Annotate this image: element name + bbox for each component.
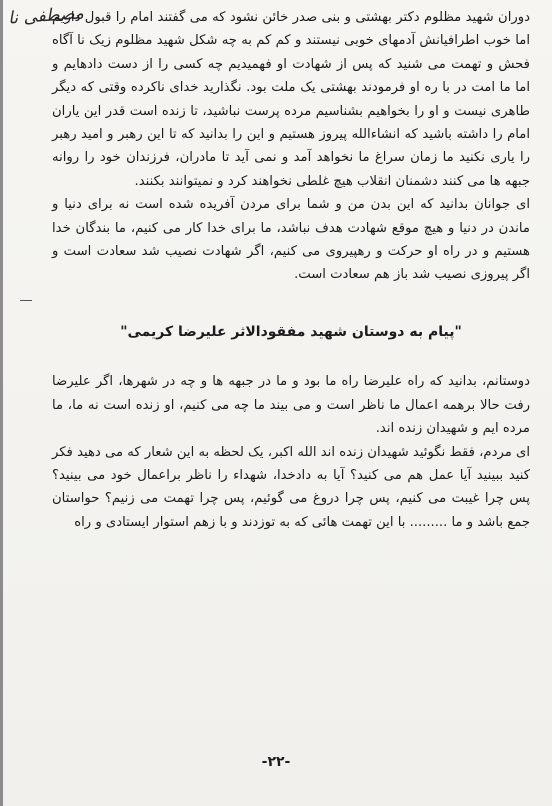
scan-edge-shadow [0, 0, 3, 806]
page-number: -۲۲- [261, 754, 291, 770]
paragraph-1: دوران شهید مظلوم دکتر بهشتی و بنی صدر خائن نشود که می گفتند امام را قبول داریم اما خوب اطرافیانش آدمهای خوبی نیستند و کم کم به چه شکل شهید مظلوم زیک نا آگاه فحش و تهمت می شنید که پس از شهادت او فهمیدیم چه کسی را از دست دادهایم و اما ما امت در با ره او فرمودند بهشتی یک ملت بود. نگذارید خدای ناکرده وقتی که دیگر طاهری نیست و او را بخواهیم بشناسیم مرده پرست نباشید، تا زنده است قدر این یاران امام را داشته باشید که انشاءالله پیروز هستیم و این را بدانید که تا این رهبر و امید رهبر را یاری نکنید ما زمان سراغ ما نخواهد آمد و نمی آید تا مادران، فرزندان خود را روانه جبهه ها می کنند دشمنان انقلاب هیچ غلطی نخواهند کرد و نمیتوانند بکنند. [52, 10, 530, 189]
document-body [52, 6, 530, 534]
margin-mark [20, 300, 32, 301]
section-title: "پیام به دوستان شهید مفقودالاثر علیرضا کریمی" [120, 323, 462, 340]
handwritten-margin-note: مصطفی نا [7, 3, 85, 29]
paragraph-2: ای جوانان بدانید که این بدن من و شما برای مردن آفریده شده است نه برای دنیا و ماندن در دنیا و هیچ موقع شهادت هدف نباشد، ما برای خدا کار می کنیم، ما بندگان خدا هستیم و در راه او حرکت و رهپیروی می کنیم، اگر شهادت نصیب شد سعادت است و اگر پیروزی نصیب شد باز هم سعادت است. [52, 197, 530, 283]
paragraph-3: دوستانم، بدانید که راه علیرضا راه ما بود و ما در جبهه ها و چه در شهرها، اگر علیرضا رفت حالا برهمه اعمال ما ناظر است و می بیند ما چه می کنیم، او زنده است نه ما، ما مرده ایم و شهیدان زنده اند. [52, 374, 530, 437]
paragraph-4: ای مردم، فقط نگوئید شهیدان زنده اند الله اکبر، یک لحظه به این شعار که می دهید فکر کنید ببینید آیا عمل هم می کنید؟ آیا به دادخدا، شهداء را ناظر براعمال خود می بینید؟ پس چرا غیبت می کنیم، پس چرا دروغ می گوئیم، پس چرا تهمت می زنیم؟ حواستان جمع باشد و ما ......... با این تهمت هائی که به توزدند و با زهم استوار ایستادی و راه [52, 444, 530, 530]
